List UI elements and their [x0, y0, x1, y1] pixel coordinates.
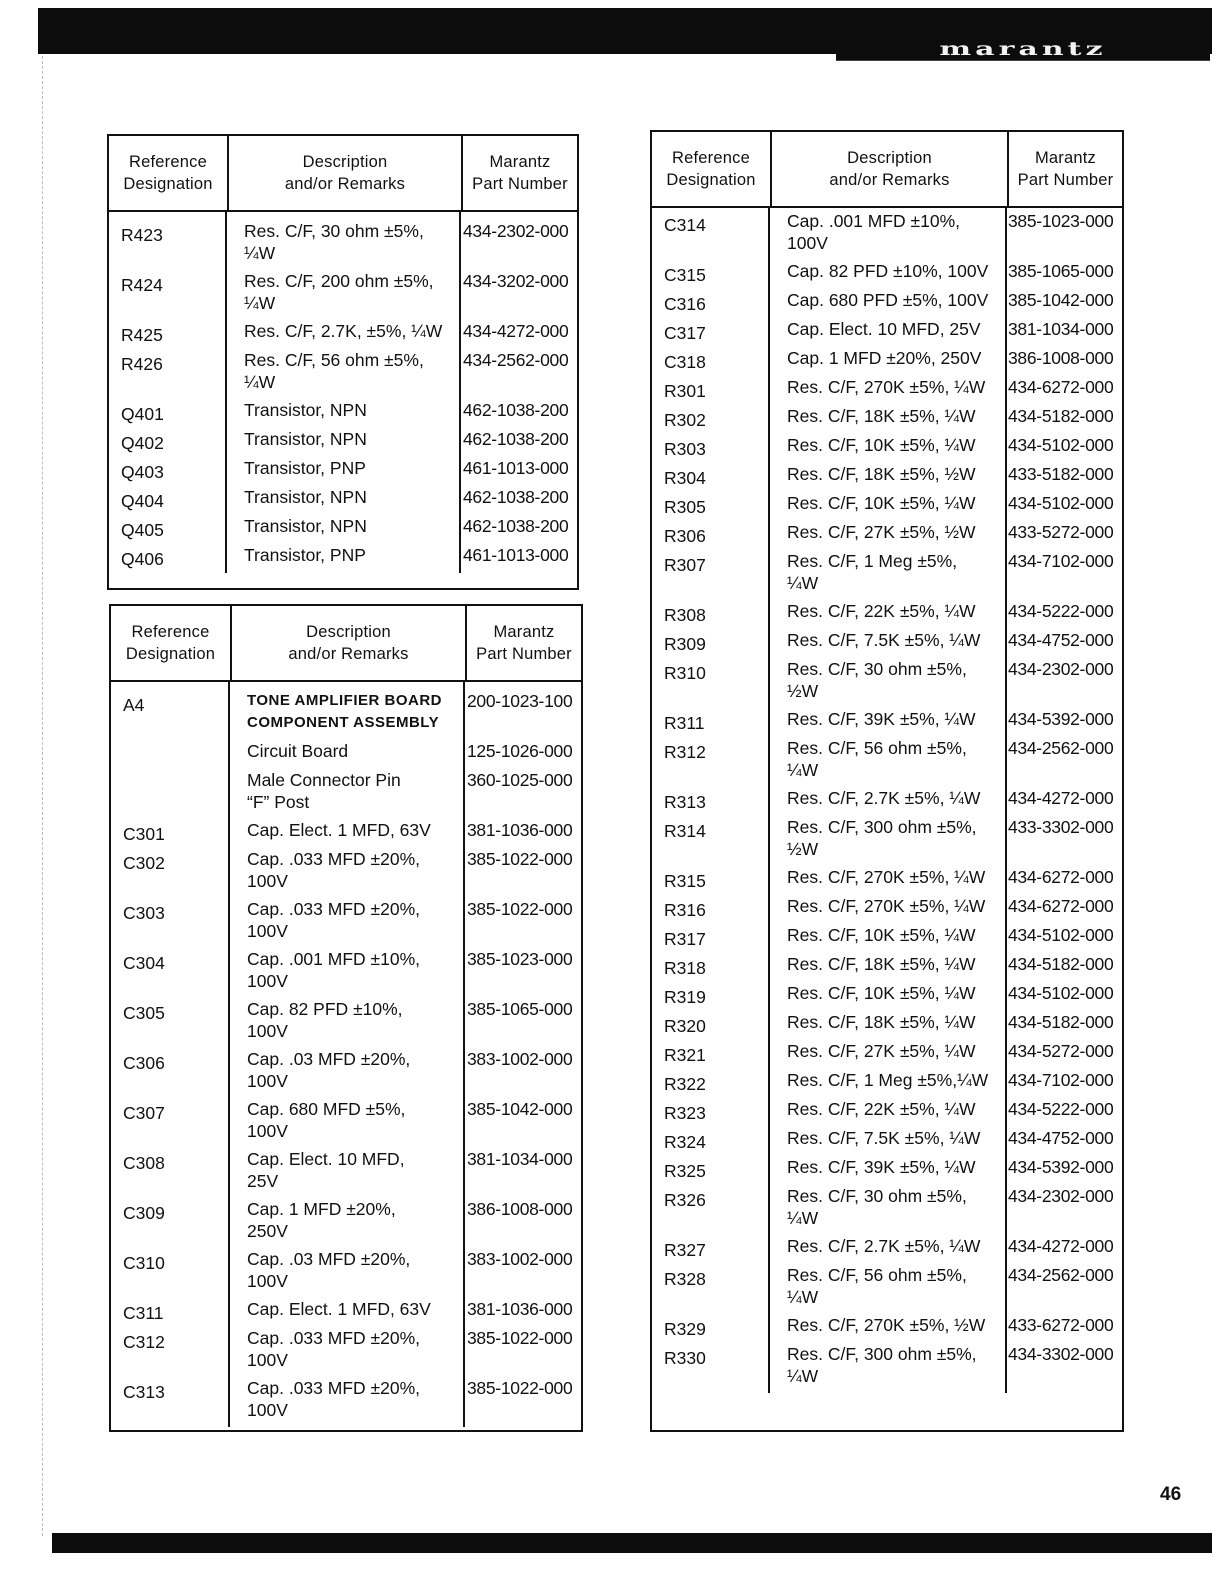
cell-description: Cap. .001 MFD ±10%, 100V: [787, 211, 961, 253]
cell-description: Transistor, NPN: [244, 487, 367, 507]
cell-reference-designation: C305: [123, 1003, 165, 1023]
cell-reference-designation: A4: [123, 695, 145, 715]
cell-description: Res. C/F, 200 ohm ±5%, ¼W: [244, 271, 434, 313]
table-row: [652, 210, 1122, 260]
cell-description: Res. C/F, 270K ±5%, ¼W: [787, 377, 986, 397]
table-row: [109, 320, 577, 349]
table-row: [652, 289, 1122, 318]
table-row: [111, 898, 581, 948]
cell-description: Res. C/F, 10K ±5%, ¼W: [787, 493, 976, 513]
cell-part-number: 125-1026-000: [467, 741, 573, 761]
cell-part-number: 434-3202-000: [463, 271, 569, 291]
cell-part-number: 386-1008-000: [1008, 348, 1114, 368]
cell-description: Cap. 680 PFD ±5%, 100V: [787, 290, 989, 310]
table-row: [111, 998, 581, 1048]
cell-part-number: 433-5182-000: [1008, 464, 1114, 484]
header-description: Description and/or Remarks: [227, 136, 461, 210]
cell-description: Res. C/F, 2.7K ±5%, ¼W: [787, 788, 981, 808]
table-row: [652, 347, 1122, 376]
table-row: [109, 515, 577, 544]
cell-description: Res. C/F, 30 ohm ±5%, ¼W: [787, 1186, 967, 1228]
cell-description: Res. C/F, 39K ±5%, ¼W: [787, 1157, 976, 1177]
cell-reference-designation: R315: [664, 871, 706, 891]
table-row: [652, 787, 1122, 816]
table-row: [652, 895, 1122, 924]
table-row: [111, 1198, 581, 1248]
cell-part-number: 434-4752-000: [1008, 630, 1114, 650]
cell-reference-designation: R318: [664, 958, 706, 978]
cell-description: Res. C/F, 300 ohm ±5%, ½W: [787, 817, 977, 859]
cell-part-number: 433-3302-000: [1008, 817, 1114, 837]
cell-part-number: 434-2562-000: [463, 350, 569, 370]
cell-reference-designation: C314: [664, 215, 706, 235]
cell-description: Male Connector Pin “F” Post: [247, 770, 401, 812]
cell-reference-designation: R325: [664, 1161, 706, 1181]
table-row: [109, 270, 577, 320]
cell-description: Res. C/F, 2.7K, ±5%, ¼W: [244, 321, 443, 341]
cell-part-number: 434-5182-000: [1008, 954, 1114, 974]
cell-part-number: 462-1038-200: [463, 516, 569, 536]
cell-part-number: 385-1065-000: [1008, 261, 1114, 281]
cell-reference-designation: R425: [121, 325, 163, 345]
table-row: [652, 1314, 1122, 1343]
cell-description: Cap. 82 PFD ±10%, 100V: [787, 261, 989, 281]
cell-reference-designation: C302: [123, 853, 165, 873]
cell-part-number: 385-1023-000: [467, 949, 573, 969]
cell-reference-designation: R301: [664, 381, 706, 401]
parts-table-2: [109, 604, 583, 1432]
cell-description: Transistor, PNP: [244, 545, 366, 565]
cell-description: Cap. .033 MFD ±20%, 100V: [247, 1378, 421, 1420]
cell-description: Res. C/F, 27K ±5%, ½W: [787, 522, 976, 542]
cell-part-number: 434-4752-000: [1008, 1128, 1114, 1148]
footer-bar: [52, 1533, 1212, 1553]
table-body: [111, 682, 581, 1427]
cell-description: Res. C/F, 22K ±5%, ¼W: [787, 601, 976, 621]
cell-reference-designation: C306: [123, 1053, 165, 1073]
table-rows: [652, 208, 1122, 1393]
cell-description: Cap. 1 MFD ±20%, 250V: [787, 348, 982, 368]
table-row: [109, 349, 577, 399]
cell-reference-designation: R309: [664, 634, 706, 654]
cell-description: Cap. Elect. 10 MFD, 25V: [247, 1149, 405, 1191]
cell-reference-designation: C311: [123, 1303, 164, 1323]
header-reference: Reference Designation: [125, 623, 216, 663]
cell-reference-designation: R306: [664, 526, 706, 546]
cell-description: Transistor, NPN: [244, 516, 367, 536]
table-row: [652, 816, 1122, 866]
table-row: [652, 866, 1122, 895]
cell-part-number: 381-1034-000: [1008, 319, 1114, 339]
table-row: [652, 1011, 1122, 1040]
cell-part-number: 381-1036-000: [467, 820, 573, 840]
cell-reference-designation: C309: [123, 1203, 165, 1223]
table-row: [109, 428, 577, 457]
cell-description: Res. C/F, 56 ohm ±5%, ¼W: [787, 1265, 967, 1307]
table-rows: [111, 682, 581, 1427]
table-row: [652, 492, 1122, 521]
cell-part-number: 381-1034-000: [467, 1149, 573, 1169]
table-row: [652, 1185, 1122, 1235]
table-row: [652, 924, 1122, 953]
cell-reference-designation: C303: [123, 903, 165, 923]
table-row: [652, 1040, 1122, 1069]
cell-part-number: 434-3302-000: [1008, 1344, 1114, 1364]
cell-reference-designation: Q406: [121, 549, 164, 569]
cell-reference-designation: C308: [123, 1153, 165, 1173]
cell-reference-designation: R305: [664, 497, 706, 517]
cell-part-number: 434-5392-000: [1008, 1157, 1114, 1177]
cell-reference-designation: Q405: [121, 520, 164, 540]
cell-reference-designation: R311: [664, 713, 705, 733]
cell-description: TONE AMPLIFIER BOARD COMPONENT ASSEMBLY: [247, 692, 443, 731]
cell-part-number: 385-1042-000: [467, 1099, 573, 1119]
table-row: [109, 486, 577, 515]
cell-part-number: 434-2562-000: [1008, 738, 1114, 758]
cell-reference-designation: [111, 740, 230, 769]
cell-description: Transistor, PNP: [244, 458, 366, 478]
cell-reference-designation: R313: [664, 792, 706, 812]
cell-reference-designation: C310: [123, 1253, 165, 1273]
table-row: [111, 1148, 581, 1198]
cell-description: Res. C/F, 27K ±5%, ¼W: [787, 1041, 976, 1061]
cell-part-number: 385-1022-000: [467, 1378, 573, 1398]
cell-part-number: 434-7102-000: [1008, 1070, 1114, 1090]
page-number: 46: [1160, 1484, 1182, 1505]
cell-description: Cap. 1 MFD ±20%, 250V: [247, 1199, 396, 1241]
cell-reference-designation: R312: [664, 742, 706, 762]
cell-reference-designation: R328: [664, 1269, 706, 1289]
table-row: [652, 982, 1122, 1011]
header-description: Description and/or Remarks: [230, 606, 465, 680]
table-row: [652, 521, 1122, 550]
table-row: [111, 948, 581, 998]
table-row: [652, 376, 1122, 405]
table-header: [111, 606, 581, 682]
cell-reference-designation: R321: [664, 1045, 706, 1065]
table-row: [652, 260, 1122, 289]
table-row: [652, 737, 1122, 787]
cell-description: Res. C/F, 10K ±5%, ¼W: [787, 435, 976, 455]
table-row: [111, 690, 581, 740]
header-reference: Reference Designation: [123, 153, 213, 193]
cell-reference-designation: C301: [123, 824, 165, 844]
cell-part-number: 385-1022-000: [467, 1328, 573, 1348]
cell-reference-designation: R307: [664, 555, 706, 575]
cell-part-number: 434-5222-000: [1008, 1099, 1114, 1119]
header-reference: Reference Designation: [666, 149, 756, 189]
cell-description: Cap. Elect. 1 MFD, 63V: [247, 820, 431, 840]
table-row: [652, 1235, 1122, 1264]
cell-part-number: 381-1036-000: [467, 1299, 573, 1319]
cell-part-number: 461-1013-000: [463, 545, 569, 565]
table-row: [111, 1298, 581, 1327]
cell-reference-designation: R314: [664, 821, 706, 841]
cell-part-number: 434-4272-000: [1008, 1236, 1114, 1256]
table-row: [652, 1343, 1122, 1393]
header-part-number: Marantz Part Number: [461, 136, 577, 210]
cell-reference-designation: Q403: [121, 462, 164, 482]
cell-reference-designation: C307: [123, 1103, 165, 1123]
cell-part-number: 434-5102-000: [1008, 983, 1114, 1003]
cell-part-number: 433-5272-000: [1008, 522, 1114, 542]
cell-part-number: 360-1025-000: [467, 770, 573, 790]
cell-description: Res. C/F, 10K ±5%, ¼W: [787, 983, 976, 1003]
cell-reference-designation: C318: [664, 352, 706, 372]
cell-description: Res. C/F, 1 Meg ±5%, ¼W: [787, 551, 958, 593]
cell-part-number: 433-6272-000: [1008, 1315, 1114, 1335]
cell-description: Cap. .03 MFD ±20%, 100V: [247, 1049, 411, 1091]
cell-description: Res. C/F, 56 ohm ±5%, ¼W: [244, 350, 424, 392]
cell-description: Res. C/F, 1 Meg ±5%,¼W: [787, 1070, 989, 1090]
cell-part-number: 383-1002-000: [467, 1249, 573, 1269]
cell-reference-designation: R310: [664, 663, 706, 683]
cell-description: Circuit Board: [247, 741, 349, 761]
table-row: [111, 769, 581, 819]
table-row: [652, 463, 1122, 492]
cell-part-number: 434-6272-000: [1008, 896, 1114, 916]
cell-reference-designation: Q402: [121, 433, 164, 453]
cell-part-number: 434-2562-000: [1008, 1265, 1114, 1285]
table-header: [652, 132, 1122, 208]
cell-part-number: 385-1022-000: [467, 899, 573, 919]
cell-description: Res. C/F, 300 ohm ±5%, ¼W: [787, 1344, 977, 1386]
cell-reference-designation: C315: [664, 265, 706, 285]
table-row: [111, 1248, 581, 1298]
cell-part-number: 434-4272-000: [1008, 788, 1114, 808]
cell-reference-designation: R423: [121, 225, 163, 245]
cell-part-number: 385-1065-000: [467, 999, 573, 1019]
cell-reference-designation: R327: [664, 1240, 706, 1260]
cell-description: Cap. .033 MFD ±20%, 100V: [247, 1328, 421, 1370]
cell-description: Res. C/F, 18K ±5%, ¼W: [787, 1012, 976, 1032]
cell-reference-designation: C316: [664, 294, 706, 314]
cell-description: Cap. .033 MFD ±20%, 100V: [247, 849, 421, 891]
table-row: [109, 544, 577, 573]
cell-reference-designation: R424: [121, 275, 163, 295]
cell-part-number: 434-2302-000: [1008, 659, 1114, 679]
table-row: [652, 1156, 1122, 1185]
cell-reference-designation: R316: [664, 900, 706, 920]
cell-reference-designation: R324: [664, 1132, 706, 1152]
table-row: [652, 405, 1122, 434]
header-description: Description and/or Remarks: [770, 132, 1007, 206]
cell-reference-designation: R319: [664, 987, 706, 1007]
table-row: [111, 848, 581, 898]
cell-description: Cap. 82 PFD ±10%, 100V: [247, 999, 403, 1041]
cell-part-number: 434-5272-000: [1008, 1041, 1114, 1061]
table-row: [652, 318, 1122, 347]
cell-description: Res. C/F, 7.5K ±5%, ¼W: [787, 1128, 981, 1148]
parts-table-1: [107, 134, 579, 590]
cell-description: Res. C/F, 18K ±5%, ½W: [787, 464, 976, 484]
cell-part-number: 434-7102-000: [1008, 551, 1114, 571]
cell-description: Transistor, NPN: [244, 400, 367, 420]
cell-part-number: 462-1038-200: [463, 429, 569, 449]
cell-description: Cap. .03 MFD ±20%, 100V: [247, 1249, 411, 1291]
cell-part-number: 434-4272-000: [463, 321, 569, 341]
cell-description: Cap. .033 MFD ±20%, 100V: [247, 899, 421, 941]
cell-reference-designation: R302: [664, 410, 706, 430]
cell-part-number: 434-5102-000: [1008, 925, 1114, 945]
cell-reference-designation: R304: [664, 468, 706, 488]
cell-part-number: 434-5182-000: [1008, 406, 1114, 426]
cell-part-number: 434-2302-000: [463, 221, 569, 241]
cell-part-number: 434-5392-000: [1008, 709, 1114, 729]
cell-description: Cap. 680 MFD ±5%, 100V: [247, 1099, 406, 1141]
table-row: [652, 600, 1122, 629]
cell-description: Res. C/F, 270K ±5%, ¼W: [787, 896, 986, 916]
cell-reference-designation: R426: [121, 354, 163, 374]
cell-part-number: 434-5182-000: [1008, 1012, 1114, 1032]
cell-part-number: 385-1023-000: [1008, 211, 1114, 231]
cell-description: Res. C/F, 30 ohm ±5%, ¼W: [244, 221, 424, 263]
cell-description: Res. C/F, 39K ±5%, ¼W: [787, 709, 976, 729]
brand-logo: marantz: [836, 37, 1210, 61]
cell-description: Res. C/F, 270K ±5%, ½W: [787, 1315, 986, 1335]
table-row: [111, 1098, 581, 1148]
cell-reference-designation: C304: [123, 953, 165, 973]
cell-part-number: 434-6272-000: [1008, 377, 1114, 397]
cell-part-number: 461-1013-000: [463, 458, 569, 478]
cell-reference-designation: [111, 769, 230, 819]
cell-reference-designation: R330: [664, 1348, 706, 1368]
cell-description: Res. C/F, 30 ohm ±5%, ½W: [787, 659, 967, 701]
cell-reference-designation: R308: [664, 605, 706, 625]
cell-reference-designation: Q401: [121, 404, 164, 424]
header-part-number: Marantz Part Number: [465, 606, 581, 680]
table-row: [652, 550, 1122, 600]
cell-reference-designation: C312: [123, 1332, 165, 1352]
cell-description: Res. C/F, 7.5K ±5%, ¼W: [787, 630, 981, 650]
table-row: [109, 457, 577, 486]
cell-description: Cap. .001 MFD ±10%, 100V: [247, 949, 421, 991]
table-row: [111, 1048, 581, 1098]
table-row: [111, 1377, 581, 1427]
table-body: [109, 212, 577, 573]
cell-part-number: 434-5102-000: [1008, 435, 1114, 455]
table-row: [652, 1098, 1122, 1127]
cell-part-number: 462-1038-200: [463, 400, 569, 420]
header-part-number: Marantz Part Number: [1007, 132, 1122, 206]
cell-part-number: 386-1008-000: [467, 1199, 573, 1219]
table-row: [652, 953, 1122, 982]
table-row: [111, 740, 581, 769]
cell-description: Cap. Elect. 1 MFD, 63V: [247, 1299, 431, 1319]
cell-part-number: 385-1022-000: [467, 849, 573, 869]
cell-description: Res. C/F, 10K ±5%, ¼W: [787, 925, 976, 945]
cell-description: Cap. Elect. 10 MFD, 25V: [787, 319, 981, 339]
cell-reference-designation: R317: [664, 929, 706, 949]
table-row: [111, 1327, 581, 1377]
cell-reference-designation: R326: [664, 1190, 706, 1210]
cell-part-number: 385-1042-000: [1008, 290, 1114, 310]
table-header: [109, 136, 577, 212]
table-row: [652, 708, 1122, 737]
cell-part-number: 434-6272-000: [1008, 867, 1114, 887]
binding-edge: [42, 56, 44, 1536]
table-row: [109, 220, 577, 270]
cell-part-number: 434-5222-000: [1008, 601, 1114, 621]
cell-reference-designation: C313: [123, 1382, 165, 1402]
table-row: [652, 629, 1122, 658]
cell-part-number: 434-5102-000: [1008, 493, 1114, 513]
table-row: [111, 819, 581, 848]
table-rows: [109, 212, 577, 573]
cell-reference-designation: R329: [664, 1319, 706, 1339]
cell-part-number: 383-1002-000: [467, 1049, 573, 1069]
cell-reference-designation: C317: [664, 323, 706, 343]
cell-reference-designation: R323: [664, 1103, 706, 1123]
cell-description: Transistor, NPN: [244, 429, 367, 449]
cell-part-number: 200-1023-100: [467, 691, 573, 711]
table-body: [652, 208, 1122, 1393]
table-row: [652, 1069, 1122, 1098]
cell-description: Res. C/F, 18K ±5%, ¼W: [787, 954, 976, 974]
cell-reference-designation: R322: [664, 1074, 706, 1094]
table-row: [109, 399, 577, 428]
cell-reference-designation: R303: [664, 439, 706, 459]
cell-description: Res. C/F, 22K ±5%, ¼W: [787, 1099, 976, 1119]
cell-description: Res. C/F, 2.7K ±5%, ¼W: [787, 1236, 981, 1256]
cell-description: Res. C/F, 270K ±5%, ¼W: [787, 867, 986, 887]
table-row: [652, 434, 1122, 463]
cell-description: Res. C/F, 18K ±5%, ¼W: [787, 406, 976, 426]
cell-part-number: 462-1038-200: [463, 487, 569, 507]
table-row: [652, 658, 1122, 708]
cell-part-number: 434-2302-000: [1008, 1186, 1114, 1206]
parts-table-3: [650, 130, 1124, 1432]
cell-reference-designation: R320: [664, 1016, 706, 1036]
table-row: [652, 1127, 1122, 1156]
cell-reference-designation: Q404: [121, 491, 164, 511]
cell-description: Res. C/F, 56 ohm ±5%, ¼W: [787, 738, 967, 780]
table-row: [652, 1264, 1122, 1314]
